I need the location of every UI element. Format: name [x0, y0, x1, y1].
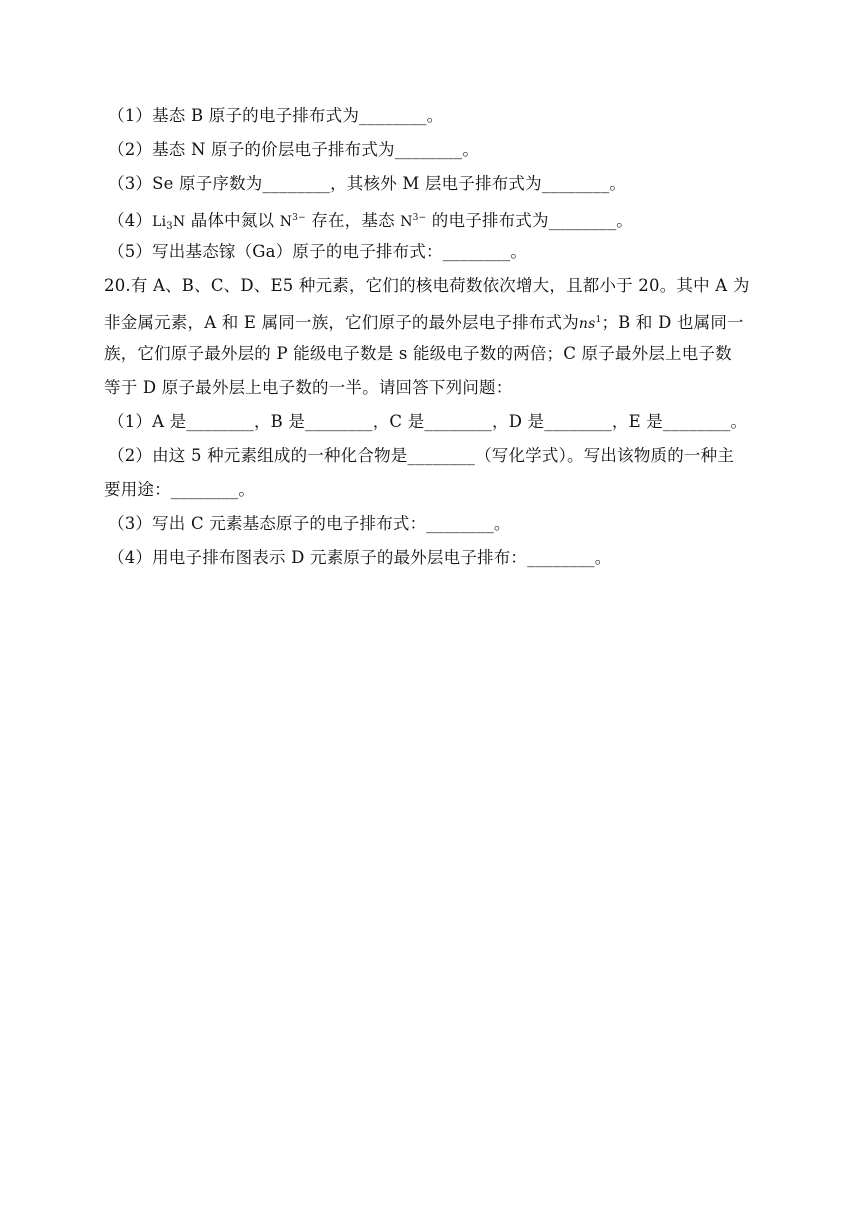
nitride-ion-1	[280, 214, 306, 230]
q20-part1: （1）A 是________，B 是________，C 是________，D 是________，E 是________。	[108, 412, 748, 431]
q20-stem-line1: 20.有 A、B、C、D、E5 种元素，它们的核电荷数依次增大，且都小于 20。其中 A 为	[104, 276, 750, 295]
ns-text: ns	[578, 316, 596, 332]
q19-part5: （5）写出基态镓（Ga）原子的电子排布式：________。	[108, 242, 528, 261]
q19-part3: （3）Se 原子序数为________，其核外 M 层电子排布式为________。	[108, 174, 627, 193]
nitride-symbol-1: N	[279, 214, 293, 230]
q19-part4-middle2: 存在，基态	[305, 211, 401, 230]
q20-stem-line2	[104, 309, 744, 335]
q20-line2-before: 非金属元素，A 和 E 属同一族，它们原子的最外层电子排布式为	[104, 313, 579, 332]
q20-part2: （2）由这 5 种元素组成的一种化合物是________（写化学式）。写出该物质的一种主	[108, 446, 735, 465]
q19-part4-suffix: 的电子排布式为________。	[426, 211, 633, 230]
q19-part1: （1）基态 B 原子的电子排布式为________。	[108, 106, 444, 125]
nitride-symbol-2: N	[400, 214, 413, 230]
q19-part4-prefix: （4）	[108, 211, 153, 230]
n-symbol: N	[172, 214, 186, 230]
li-subscript: 3	[166, 221, 173, 232]
li-symbol: Li	[152, 214, 167, 230]
q20-part4: （4）用电子排布图表示 D 元素原子的最外层电子排布：________。	[108, 548, 612, 567]
nitride-charge-1: 3−	[292, 213, 306, 223]
li3n-formula	[152, 214, 185, 230]
q19-part2: （2）基态 N 原子的价层电子排布式为________。	[108, 140, 480, 159]
nitride-charge-2: 3−	[412, 213, 427, 223]
ns-superscript: 1	[595, 315, 602, 325]
q20-stem-line3: 族，它们原子最外层的 P 能级电子数是 s 能级电子数的两倍；C 原子最外层上电子数	[104, 344, 732, 363]
q20-line2-after: ；B 和 D 也属同一	[601, 313, 744, 332]
q20-stem-line4: 等于 D 原子最外层上电子数的一半。请回答下列问题：	[104, 378, 513, 397]
nitride-ion-2	[400, 214, 426, 230]
q19-part4-middle1: 晶体中氮以	[185, 211, 280, 230]
q20-part2-cont: 要用途：________。	[104, 480, 256, 499]
q20-part3: （3）写出 C 元素基态原子的电子排布式：________。	[108, 514, 511, 533]
q19-part4	[108, 207, 633, 238]
ns1-config	[579, 316, 602, 332]
